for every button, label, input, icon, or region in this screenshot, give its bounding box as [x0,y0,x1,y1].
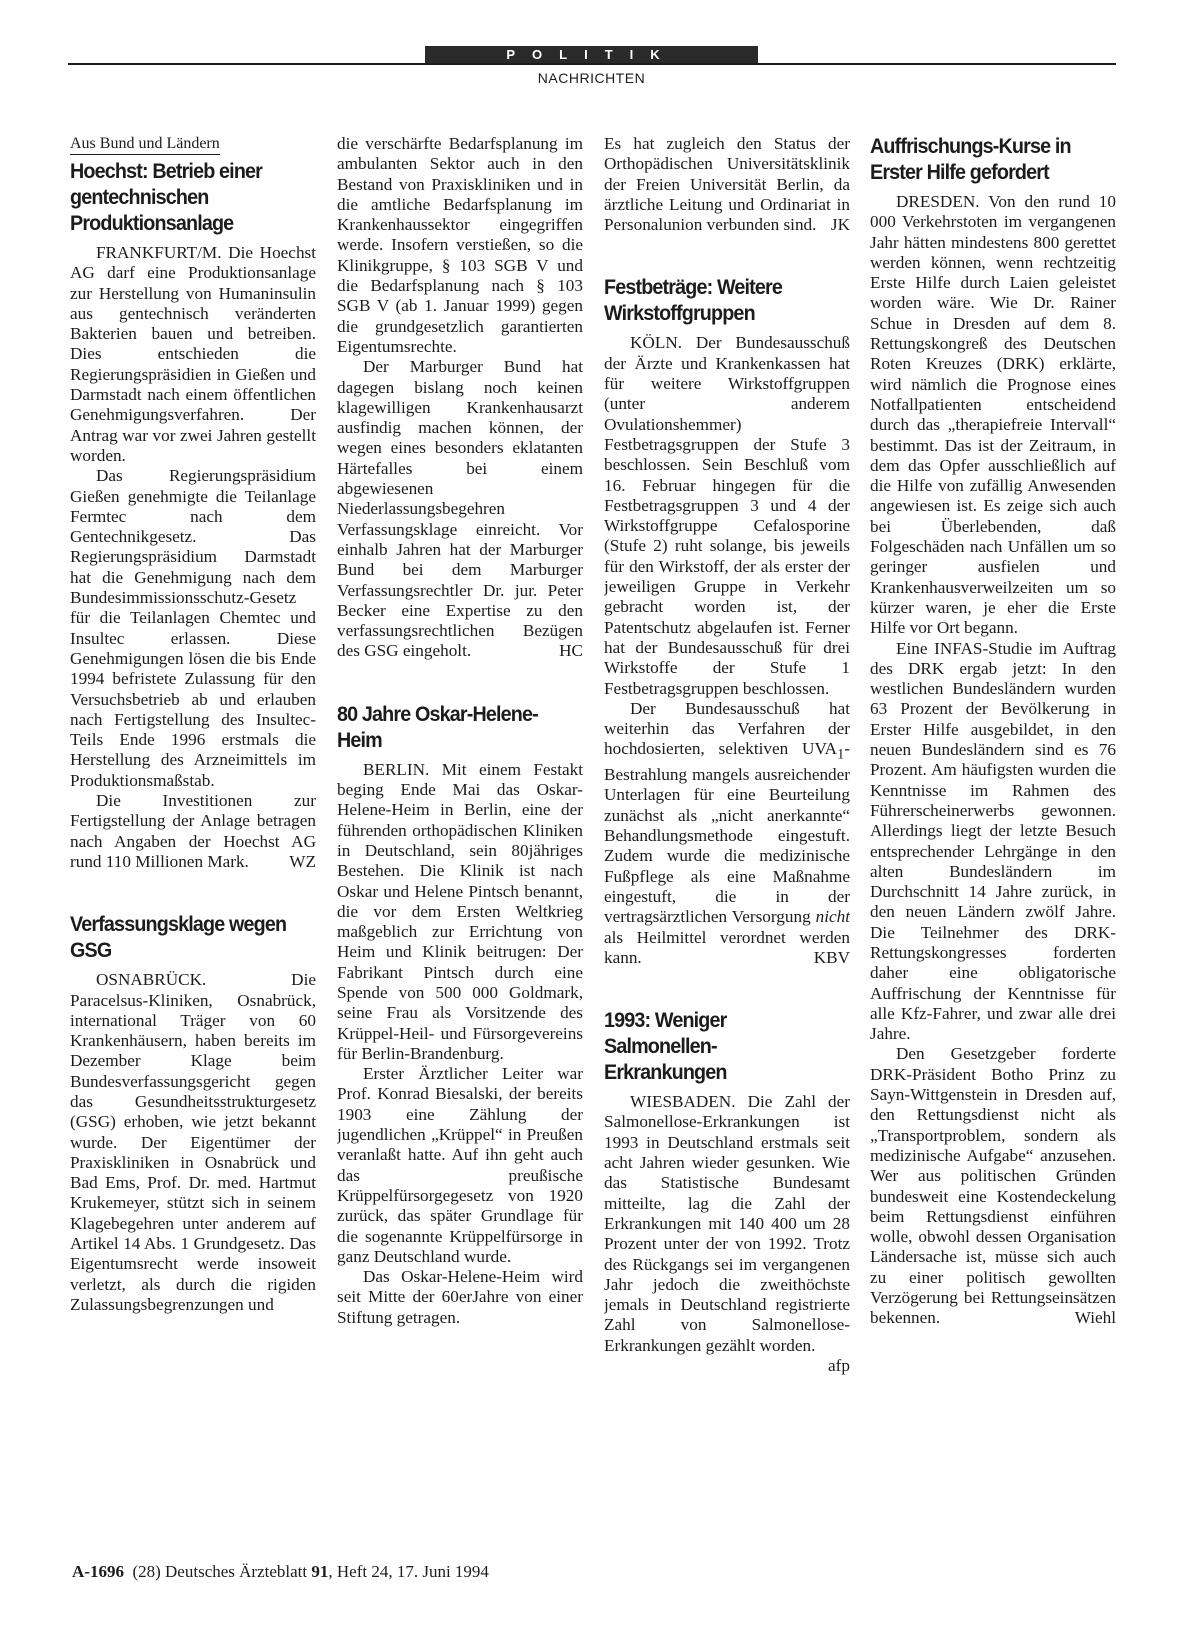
volume: 91 [311,1562,329,1581]
paragraph-text: Der Bundesausschuß hat weiterhin das Verfahren der hochdosierten, selektiven UVA [604,698,850,759]
signature: WZ [289,851,316,871]
signature: KBV [813,947,850,967]
issue-number: (28) [132,1562,161,1581]
paragraph [70,791,316,872]
paragraph-text: als Heilmittel verordnet werden kann. [604,927,850,967]
article-title-hoechst: Hoechst: Betrieb einer gentechnischen Produktionsanlage [70,160,263,235]
signature: HC [559,641,583,661]
paragraph: OSNABRÜCK. Die Paracelsus-Kliniken, Osnabrück, international Träger von 60 Krankenhäusern, haben bereits im Dezember Klage beim Bundesverfassungsgericht gegen das Gesundheitsstrukturgesetz (GSG) erhoben, wie jetzt bekannt wurde. Der Eigentümer der Praxiskliniken in Osnabrück und Bad Ems, Prof. Dr. med. Hartmut Krukemeyer, stützt sich in seinem Klagebegehren unter anderem auf Artikel 14 Abs. 1 Grundgesetz. Das Eigentumsrecht werde insoweit verletzt, als durch die rigiden Zulassungsbegrenzungen und [70,970,316,1314]
paragraph-text: -Bestrahlung mangels ausreichender Unterlagen für eine Beurteilung zunächst als „nicht anerkannte“ Behandlungsmethode eingestuft. Zudem wurde die medizinische Fußpflege als eine Maßnahme eingestuft, die in der vertragsärztlichen Versorgung [604,739,850,927]
paragraph: FRANKFURT/M. Die Hoechst AG darf eine Produktionsanlage zur Herstellung von Humaninsulin aus gentechnisch veränderten Bakterien bauen und betreiben. Dies entschieden die Regierungspräsidien in Gießen und Darmstadt nach einem öffentlichen Genehmigungsverfahren. Der Antrag war vor zwei Jahren gestellt worden. [70,243,316,465]
signature: afp [828,1355,850,1375]
paragraph-text: Den Gesetzgeber forderte DRK-Präsident Botho Prinz zu Sayn-Wittgenstein in Dresden auf, den Rettungsdienst nicht als „Transportproblem, sondern als medizinische Aufgabe“ anzusehen. Wer aus politischen Gründen bundesweit eine Kostendeckelung beim Rettungsdienst einführen wolle, obwohl dessen Organisation Ländersache ist, müsse sich auch zu einer politisch gewollten Verzögerung bei Rettungseinsätzen bekennen. [870,1044,1116,1328]
column-2 [337,134,583,1514]
paragraph: KÖLN. Der Bundesausschuß der Ärzte und Krankenkassen hat für weitere Wirkstoffgruppen (unter anderem Ovulationshemmer) Festbetragsgruppen der Stufe 3 beschlossen. Sein Beschluß vom 16. Februar hingegen für die Festbetragsgruppen 3 und 4 der Wirkstoffgruppe Cefalosporine (Stufe 2) ruht solange, bis jeweils für den Wirkstoff, der als erster der jeweiligen Gruppe in Verkehr gebracht worden ist, der Patentschutz abgelaufen ist. Ferner hat der Bundesausschuß für drei Wirkstoffe der Stufe 1 Festbetragsgruppen beschlossen. [604,333,850,698]
paragraph-text: Der Marburger Bund hat dagegen bislang noch keinen klagewilligen Krankenhausarzt ausfindig machen können, der wegen eines besonders eklatanten Härtefalles bei einem abgewiesenen Niederlassungsbegehren Verfassungsklage einreicht. Vor einhalb Jahren hat der Marburger Bund bei dem Marburger Verfassungsrechtler Dr. jur. Peter Becker eine Expertise zu den verfassungsrechtlichen Bezügen des GSG eingeholt. [337,357,583,661]
paragraph: BERLIN. Mit einem Festakt beging Ende Mai das Oskar-Helene-Heim in Berlin, eine der führenden orthopädischen Kliniken in Deutschland, sein 80jähriges Bestehen. Die Klinik ist nach Oskar und Helene Pintsch benannt, die vor dem Ersten Weltkrieg maßgeblich zur Errichtung von Heim und Klinik beitrugen: Der Fabrikant Pintsch durch eine Spende von 500 000 Goldmark, seine Frau als Vorsitzende des Krüppel-Heil- und Fürsorgevereins für Berlin-Brandenburg. [337,759,583,1063]
article-title-festbetraege: Festbeträge: Weitere Wirkstoffgruppen [604,276,782,326]
section-band [425,46,758,63]
article-title-oskar: 80 Jahre Oskar-Helene-Heim [337,702,538,752]
subscript: 1 [837,746,845,763]
paragraph [604,699,850,968]
page-number: A-1696 [72,1562,124,1581]
subsection-title: NACHRICHTEN [537,70,646,86]
paragraph [604,1092,850,1375]
paragraph: Erster Ärztlicher Leiter war Prof. Konrad Biesalski, der bereits 1903 eine Zählung der jugendlichen „Krüppel“ in Preußen veranlaßt hatte. Auf ihn geht auch das preußische Krüppelfürsorgegesetz von 1920 zurück, das später Grundlage für die sogenannte Krüppelfürsorge in ganz Deutschland wurde. [337,1064,583,1266]
paragraph: die verschärfte Bedarfsplanung im ambulanten Sektor auch in den Bestand von Praxiskliniken und in die amtliche Bedarfsplanung im Krankenhaussektor eingegriffen werde. Insofern verstießen, so die Klinikgruppe, § 103 SGB V und die Bedarfsplanung nach § 103 SGB V (ab 1. Januar 1999) gegen die grundgesetzlich garantierten Eigentumsrechte. [337,134,583,356]
paragraph-text: Die Investitionen zur Fertigstellung der Anlage betragen nach Angaben der Hoechst AG rund 110 Millionen Mark. [70,791,316,871]
paragraph [604,134,850,235]
paragraph: Eine INFAS-Studie im Auftrag des DRK ergab jetzt: In den westlichen Bundesländern wurden 63 Prozent der Bevölkerung in Erster Hilfe ausgebildet, in den neuen Bundesländern sind es 76 Prozent. Am häufigsten wurden die Kenntnisse im Rahmen des Führerscheinerwerbs gewonnen. Allerdings liegt der letzte Besuch entsprechender Lehrgänge in den alten Bundesländern im Durchschnitt 14 Jahre zurück, in den neuen Ländern zwölf Jahre. Die Teilnehmer des DRK-Rettungskongresses forderten daher eine obligatorische Auffrischung der Kenntnisse für alle Kfz-Fahrer, und zwar alle drei Jahre. [870,638,1116,1044]
kicker: Aus Bund und Ländern [70,134,220,155]
journal-name: Deutsches Ärzteblatt [165,1562,308,1581]
page-footer [72,1562,489,1582]
header-rule [68,63,1116,65]
issue-date: , Heft 24, 17. Juni 1994 [328,1562,489,1581]
paragraph: DRESDEN. Von den rund 10 000 Verkehrstoten im vergangenen Jahr hätten mindestens 800 gerettet werden können, wenn rechtzeitig Erste Hilfe durch Laien geleistet worden wäre. Wie Dr. Rainer Schue in Dresden auf dem 8. Rettungskongreß des Deutschen Roten Kreuzes (DRK) erklärte, wird nämlich die Prognose eines Notfallpatienten entscheidend durch das „therapiefreie Intervall“ bestimmt. Das ist der Zeitraum, in dem das Opfer ausschließlich auf die Hilfe von zufällig Anwesenden angewiesen ist. Es zeige sich auch bei Überlebenden, daß Folgeschäden nach Unfällen um so geringer ausfielen und Krankenhausverweilzeiten um so kürzer waren, je eher die Erste Hilfe vor Ort begann. [870,192,1116,638]
signature: Wiehl [1074,1308,1116,1328]
column-4 [870,134,1116,1514]
column-1 [70,134,316,1514]
article-title-salmonellen: 1993: Weniger Salmonellen-Erkrankungen [604,1009,727,1085]
italic-text: nicht [815,907,850,927]
paragraph: Das Regierungspräsidium Gießen genehmigte die Teilanlage Fermtec nach dem Gentechnikgesetz. Das Regierungspräsidium Darmstadt hat die Genehmigung nach dem Bundesimmissionsschutz-Gesetz für die Teilanlagen Chemtec und Insultec erlassen. Diese Genehmigungen lösen die bis Ende 1994 befristete Zulassung für den Versuchsbetrieb ab und erlauben nach Fertigstellung des Insultec-Teils Ende 1996 erstmals die Herstellung des Arzneimittels im Produktionsmaßstab. [70,466,316,790]
article-title-gsg: Verfassungsklage wegen GSG [70,913,287,963]
paragraph [870,1044,1116,1328]
paragraph-text: WIESBADEN. Die Zahl der Salmonellose-Erkrankungen ist 1993 in Deutschland erstmals seit acht Jahren wieder gesunken. Wie das Statistische Bundesamt mitteilte, lag die Zahl der Erkrankungen mit 140 400 um 28 Prozent unter der von 1992. Trotz des Rückgangs sei im vergangenen Jahr jedoch die zweithöchste jemals in Deutschland registrierte Zahl von Salmonellose-Erkrankungen gezählt worden. [604,1092,850,1355]
paragraph-text: Es hat zugleich den Status der Orthopädischen Universitätsklinik der Freien Universität Berlin, da ärztliche Leitung und Ordinariat in Personalunion verbunden sind. [604,134,850,235]
column-3 [604,134,850,1514]
paragraph [337,357,583,661]
section-title: POLITIK [506,47,677,62]
signature: JK [830,215,850,235]
paragraph: Das Oskar-Helene-Heim wird seit Mitte der 60erJahre von einer Stiftung getragen. [337,1267,583,1327]
article-title-erstehilfe: Auffrischungs-Kurse in Erster Hilfe gefordert [870,135,1071,184]
